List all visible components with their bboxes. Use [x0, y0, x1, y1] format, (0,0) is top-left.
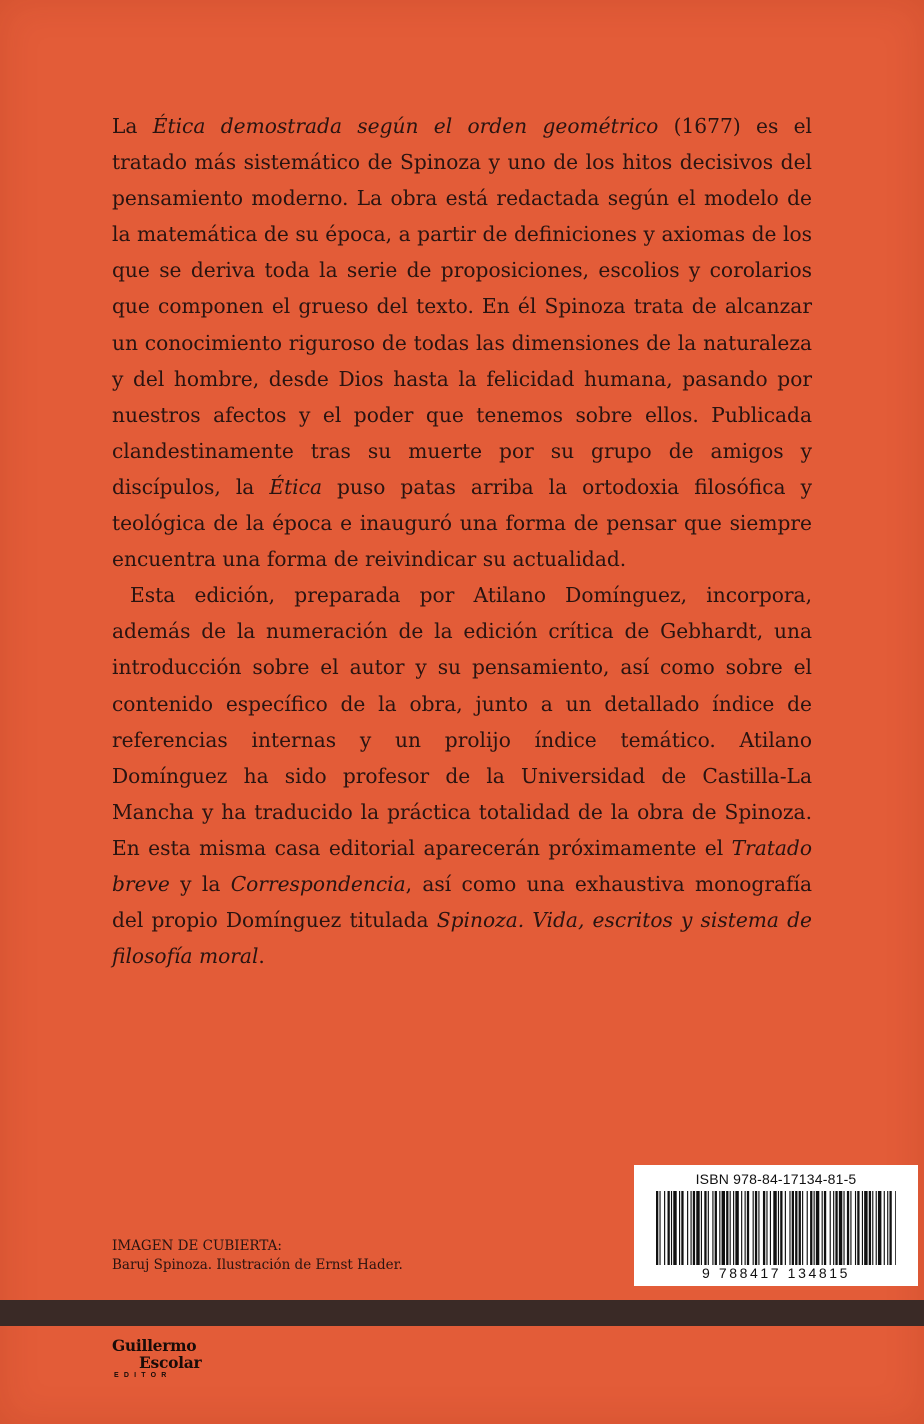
barcode-bar	[758, 1191, 759, 1265]
publisher-line-1: Guillermo	[112, 1336, 197, 1355]
barcode-bar	[668, 1191, 670, 1265]
barcode-bar	[802, 1191, 803, 1265]
title-spinoza-vida: Spinoza. Vida, escritos y sistema de filosofía moral	[112, 908, 812, 969]
isbn-label: ISBN 978-84-17134-81-5	[695, 1171, 857, 1187]
barcode-bar	[696, 1191, 699, 1265]
barcode-bar	[816, 1191, 819, 1265]
barcode-bar	[872, 1191, 873, 1265]
barcode-bar	[773, 1191, 776, 1265]
bottom-band	[0, 1300, 924, 1326]
barcode-bar	[889, 1191, 891, 1265]
barcode-bar	[799, 1191, 801, 1265]
barcode-bar	[835, 1191, 837, 1265]
barcode-bar	[733, 1191, 734, 1265]
barcode-bar	[822, 1191, 823, 1265]
barcode-bar	[691, 1191, 692, 1265]
barcode-bar	[839, 1191, 842, 1265]
barcode-bar	[785, 1191, 786, 1265]
barcode-bar	[726, 1191, 728, 1265]
barcode-digits: 9 788417 134815	[702, 1265, 850, 1281]
barcode-bar	[763, 1191, 765, 1265]
barcode-bar	[671, 1191, 672, 1265]
barcode-bar	[719, 1191, 720, 1265]
barcode-bar	[715, 1191, 717, 1265]
barcode-bar	[755, 1191, 757, 1265]
barcode-bar	[792, 1191, 794, 1265]
barcode-bar	[704, 1191, 706, 1265]
barcode-bar	[869, 1191, 871, 1265]
barcode-bar	[824, 1191, 826, 1265]
barcode-bar	[864, 1191, 867, 1265]
barcode-bar	[884, 1191, 885, 1265]
credit-heading: IMAGEN DE CUBIERTA:	[112, 1238, 282, 1254]
cover-image-credit	[112, 1237, 403, 1275]
barcode-bar	[833, 1191, 834, 1265]
barcode-bar	[778, 1191, 779, 1265]
barcode-bar	[753, 1191, 754, 1265]
blurb-text	[112, 108, 812, 974]
barcode-bar	[795, 1191, 797, 1265]
barcode-bar	[862, 1191, 863, 1265]
publisher-line-2: Escolar	[139, 1353, 202, 1372]
title-etica: Ética	[269, 474, 322, 499]
title-correspondencia: Correspondencia	[230, 871, 406, 896]
barcode-bar	[895, 1191, 896, 1265]
barcode-bar	[664, 1191, 665, 1265]
barcode-bar	[789, 1191, 790, 1265]
barcode-bars	[656, 1191, 896, 1265]
title-etica-full: Ética demostrada según el orden geométrico	[152, 114, 659, 138]
barcode-bar	[780, 1191, 782, 1265]
barcode-bar	[747, 1191, 749, 1265]
barcode-bar	[673, 1191, 676, 1265]
barcode-bar	[693, 1191, 695, 1265]
barcode-bar	[687, 1191, 688, 1265]
barcode-bar	[876, 1191, 877, 1265]
barcode-bar	[659, 1191, 660, 1265]
barcode-bar	[770, 1191, 771, 1265]
title-tratado-breve: Tratado breve	[112, 835, 812, 896]
barcode-bar	[855, 1191, 856, 1265]
barcode-bar	[847, 1191, 849, 1265]
barcode-bar	[878, 1191, 881, 1265]
barcode-bar	[810, 1191, 812, 1265]
barcode-bar	[887, 1191, 888, 1265]
barcode-bar	[656, 1191, 658, 1265]
barcode-bar	[701, 1191, 702, 1265]
barcode-bar	[745, 1191, 746, 1265]
barcode-bar	[730, 1191, 731, 1265]
blurb-paragraph-2: Esta edición, preparada por Atilano Domínguez, incorpora, además de la numeración de la edición crítica de Gebhardt, una introducción sobre el autor y su pensamiento, así como sobre el contenido específico de la obra, junto a un detallado índice de referencias internas y un prolijo índice temático. Atilano Domínguez ha sido profesor de la Universidad de Castilla-La Mancha y ha traducido la práctica totalidad de la obra de Spinoza. En esta misma casa editorial aparecerán próximamente el Tratado breve y la Correspondencia, así como una exhaustiva monografía del propio Domínguez titulada Spinoza. Vida, escritos y sistema de filosofía moral.	[112, 583, 812, 969]
barcode-bar	[857, 1191, 859, 1265]
barcode-bar	[741, 1191, 742, 1265]
publisher-logo	[112, 1337, 222, 1380]
publisher-line-3: EDITOR	[114, 1372, 172, 1379]
barcode-bar	[830, 1191, 831, 1265]
credit-text: Baruj Spinoza. Ilustración de Ernst Hader.	[112, 1257, 403, 1273]
barcode-bar	[722, 1191, 725, 1265]
barcode-bar	[681, 1191, 683, 1265]
barcode-bar	[766, 1191, 767, 1265]
barcode-bar	[814, 1191, 815, 1265]
barcode-bar	[843, 1191, 844, 1265]
barcode-bar	[850, 1191, 851, 1265]
barcode-bar	[807, 1191, 808, 1265]
barcode-box	[634, 1165, 918, 1286]
barcode-bar	[735, 1191, 738, 1265]
barcode-bar	[708, 1191, 709, 1265]
blurb-paragraph-1: La Ética demostrada según el orden geométrico (1677) es el tratado más sistemático de Spinoza y uno de los hitos decisivos del pensamiento moderno. La obra está redactada según el modelo de la matemática de su época, a partir de definiciones y axiomas de los que se deriva toda la serie de proposiciones, escolios y corolarios que componen el grueso del texto. En él Spinoza trata de alcanzar un conocimiento riguroso de todas las dimensiones de la naturaleza y del hombre, desde Dios hasta la felicidad humana, pasando por nuestros afectos y el poder que tenemos sobre ellos. Publicada clandestinamente tras su muerte por su grupo de amigos y discípulos, la Ética puso patas arriba la ortodoxia filosófica y teológica de la época e inauguró una forma de pensar que siempre encuentra una forma de reivindicar su actualidad.	[112, 114, 813, 572]
barcode-bar	[712, 1191, 713, 1265]
barcode-bar	[679, 1191, 680, 1265]
